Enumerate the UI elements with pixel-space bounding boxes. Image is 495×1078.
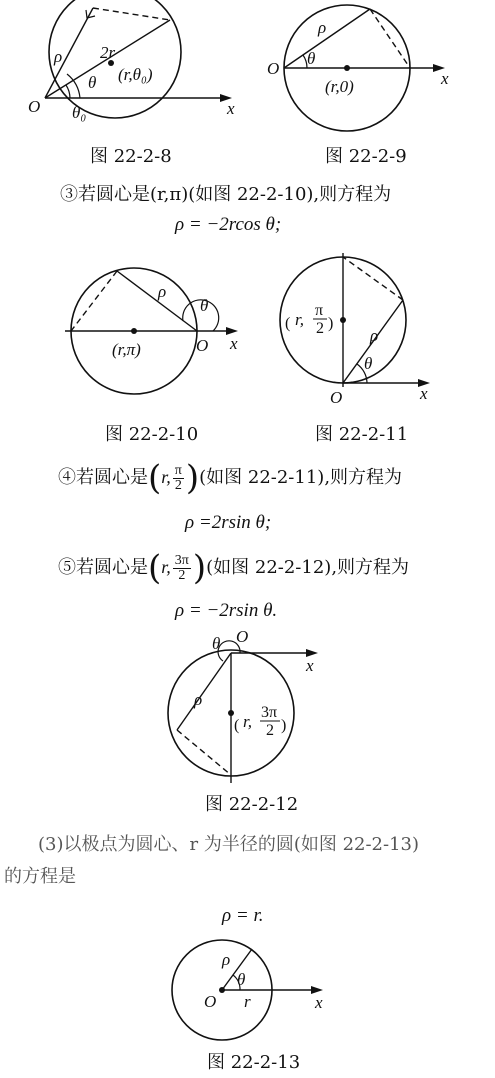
fig10-origin-label: O [196,336,209,355]
caption-22-2-10: 图 22-2-10 [105,424,199,445]
fig10-theta-label: θ [200,296,209,315]
fig13-rho-label: ρ [222,950,231,969]
paragraph-3-line-2: 的方程是 [4,866,76,887]
item-4-r: r, [161,467,171,487]
item-5-close-paren: ) [192,548,207,588]
item-4-text [58,458,402,498]
equation-5: ρ = −2rsin θ. [175,600,278,621]
fig11-theta-label: θ [364,354,373,373]
caption-22-2-13: 图 22-2-13 [207,1052,301,1073]
item-4-close-paren: ) [185,458,200,498]
fig13-r-label: r [244,992,251,1011]
fig13-x-label: x [315,993,323,1012]
figure-22-2-12 [160,625,360,785]
fig9-x-label: x [441,69,449,88]
fig8-rho-label: ρ [54,47,63,66]
figure-22-2-9-drawing [265,0,465,130]
fig11-center-numerator: π [315,302,324,319]
equation-4: ρ =2rsin θ; [185,512,272,533]
equation-3: ρ = −2rcos θ; [175,214,282,235]
item-4-suffix: (如图 22-2-11),则方程为 [199,467,403,488]
fig13-theta-label: θ [237,970,246,989]
fig10-x-label: x [230,334,238,353]
fig11-x-label: x [420,384,428,403]
item-5-denominator: 2 [178,567,186,583]
figure-22-2-11-drawing [282,245,452,405]
fig12-rho-label: ρ [194,690,203,709]
fig12-center-open-paren: ( [234,717,240,734]
item-5-suffix: (如图 22-2-12),则方程为 [206,557,410,578]
fig13-origin-label: O [204,992,217,1011]
fig8-theta0-label: θ₀ [72,103,87,122]
fig12-center-close-paren: ) [281,717,287,734]
figure-22-2-8 [20,0,250,135]
fig10-center-label: (r,π) [112,340,141,359]
item-5-prefix: ⑤若圆心是 [58,557,148,578]
caption-22-2-11: 图 22-2-11 [315,424,409,445]
figure-22-2-10-drawing [50,255,250,415]
figure-22-2-13-drawing [160,935,340,1045]
item-5-r: r, [161,557,171,577]
fig11-center-close-paren: ) [328,315,334,332]
fig8-2r-label: 2r [100,43,116,62]
fig10-rho-label: ρ [158,282,167,301]
fig8-origin-label: O [28,97,41,116]
item-5-text [58,548,409,588]
item-5-numerator: 3π [174,552,189,568]
item-3-text: ③若圆心是(r,π)(如图 22-2-10),则方程为 [60,184,392,205]
item-4-open-paren: ( [148,458,162,498]
fig12-center-numerator: 3π [261,704,278,721]
figure-22-2-13 [160,935,340,1045]
item-4-fraction [173,464,184,493]
fig11-origin-label: O [330,388,343,407]
fig12-origin-label: O [236,627,249,646]
fig8-center-label: (r,θ₀) [118,65,153,84]
fig12-x-label: x [306,656,314,675]
equation-6: ρ = r. [222,905,264,926]
item-4-denominator: 2 [174,477,182,493]
fig8-x-label: x [227,99,235,118]
figure-22-2-9 [265,0,465,130]
fig12-theta-label: θ [212,634,221,653]
caption-22-2-12: 图 22-2-12 [205,794,299,815]
fig9-origin-label: O [267,59,280,78]
caption-22-2-9: 图 22-2-9 [325,146,407,167]
fig9-theta-label: θ [307,49,316,68]
fig9-rho-label: ρ [318,18,327,37]
figure-22-2-8-drawing [20,0,250,135]
figure-22-2-11 [282,245,452,405]
item-5-fraction [173,554,191,583]
fig12-center-denominator: 2 [266,722,274,739]
figure-22-2-12-drawing [160,625,360,785]
fig12-center-r: r, [243,712,252,731]
fig11-center-open-paren: ( [285,315,291,332]
item-4-prefix: ④若圆心是 [58,467,148,488]
fig11-rho-label: ρ [370,326,379,345]
item-4-numerator: π [174,462,182,478]
fig11-center-denominator: 2 [316,320,324,337]
caption-22-2-8: 图 22-2-8 [90,146,172,167]
fig8-theta-label: θ [88,73,97,92]
fig11-center-r: r, [295,310,304,329]
figure-22-2-10 [50,255,250,415]
item-5-open-paren: ( [148,548,162,588]
fig9-center-label: (r,0) [325,77,354,96]
paragraph-3-line-1: (3)以极点为圆心、r 为半径的圆(如图 22-2-13) [38,834,420,855]
